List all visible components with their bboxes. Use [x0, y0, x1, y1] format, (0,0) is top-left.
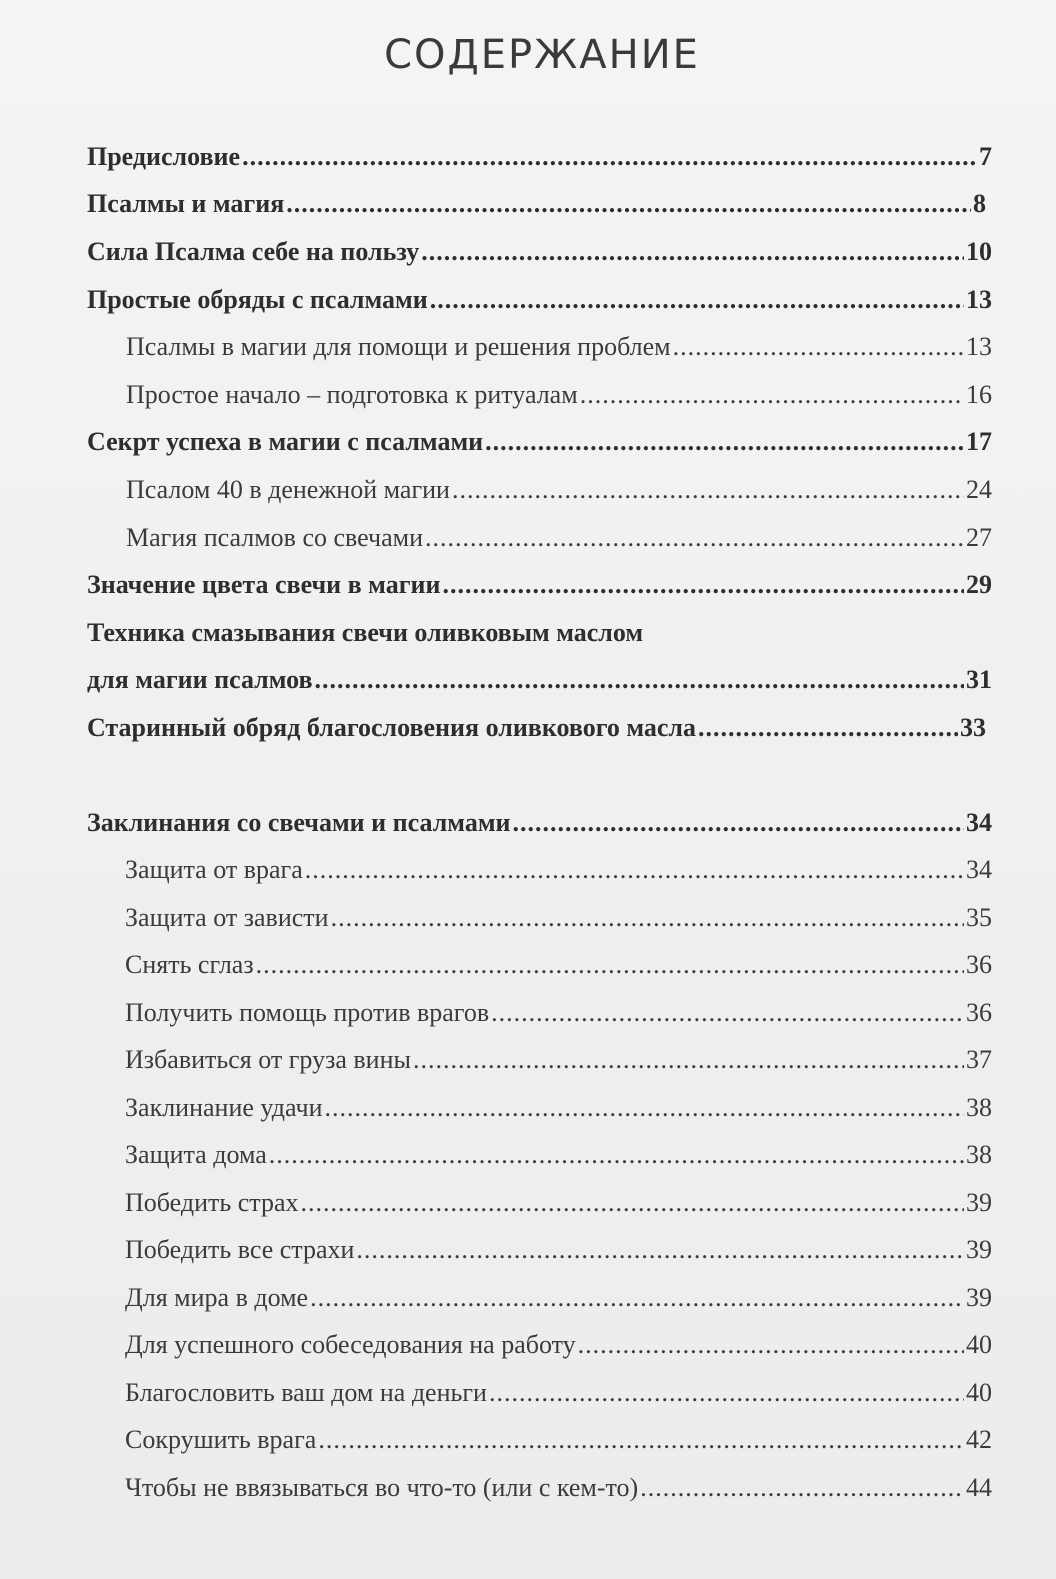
toc-entry-label: Победить страх [125, 1188, 299, 1217]
toc-leader-dots [325, 1091, 965, 1125]
toc-leader-dots [485, 425, 964, 459]
toc-leader-dots [430, 283, 964, 317]
toc-entry-label: Значение цвета свечи в магии [87, 570, 441, 599]
toc-leader-dots [256, 948, 964, 982]
toc-leader-dots [673, 330, 964, 364]
toc-entry-label: Заклинания со свечами и псалмами [87, 808, 511, 837]
toc-leader-dots [698, 711, 958, 745]
toc-entry [125, 1328, 992, 1362]
toc-page-number: 8 [973, 189, 986, 218]
toc-entry [87, 140, 992, 174]
toc-entry-label: Предисловие [87, 142, 241, 171]
toc-page-number: 36 [966, 950, 992, 979]
toc-page-number: 42 [966, 1425, 992, 1454]
toc-page-number: 40 [966, 1330, 992, 1359]
toc-entry-label: Чтобы не ввязываться во что-то (или с кем-то) [125, 1473, 639, 1502]
toc-leader-dots [580, 378, 964, 412]
toc-page-number: 40 [966, 1378, 992, 1407]
toc-page-number: 24 [966, 475, 992, 504]
toc-entry [125, 1281, 992, 1315]
toc-entry-label: Избавиться от груза вины [125, 1045, 411, 1074]
toc-leader-dots [578, 1328, 964, 1362]
toc-entry [125, 901, 992, 935]
toc-entry [125, 1186, 992, 1220]
toc-leader-dots [425, 521, 964, 555]
toc-page-number: 38 [966, 1093, 992, 1122]
toc-entry-label: Псалом 40 в денежной магии [126, 475, 450, 504]
toc-entry-label: Магия псалмов со свечами [126, 523, 424, 552]
toc-leader-dots [310, 1281, 964, 1315]
toc-leader-dots [286, 187, 971, 221]
toc-leader-dots [640, 1471, 964, 1505]
toc-leader-dots [315, 663, 964, 697]
toc-entry [125, 1138, 992, 1172]
toc-entry [125, 1043, 992, 1077]
toc-entry-label: Защита дома [125, 1140, 267, 1169]
toc-entry-label: Заклинание удачи [125, 1093, 323, 1122]
toc-entry [87, 235, 992, 269]
toc-leader-dots [318, 1423, 964, 1457]
toc-entry-label: Старинный обряд благословения оливкового масла [87, 713, 697, 742]
toc-entry-label: Снять сглаз [125, 950, 254, 979]
toc-page-number: 29 [966, 570, 992, 599]
toc-page-number: 17 [966, 427, 992, 456]
toc-entry [87, 425, 992, 459]
toc-entry-label: Сокрушить врага [125, 1425, 317, 1454]
toc-entry-label: для магии псалмов [87, 665, 313, 694]
toc-entry [126, 378, 992, 412]
toc-entry [125, 1423, 992, 1457]
toc-entry [87, 187, 986, 221]
toc-entry-label: Псалмы и магия [87, 189, 285, 218]
toc-leader-dots [452, 473, 964, 507]
toc-entry [125, 1233, 992, 1267]
toc-entry [125, 1471, 992, 1505]
toc-entry [125, 1376, 992, 1410]
toc-page-number: 39 [966, 1188, 992, 1217]
toc-leader-dots [269, 1138, 964, 1172]
toc-leader-dots [413, 1043, 964, 1077]
toc-page-number: 13 [966, 285, 992, 314]
toc-page-number: 34 [966, 855, 992, 884]
toc-leader-dots [489, 1376, 964, 1410]
toc-page-number: 31 [966, 665, 992, 694]
toc-page-number: 37 [966, 1045, 992, 1074]
toc-page-number: 10 [966, 237, 992, 266]
toc-entry [87, 283, 992, 317]
toc-entry-label: Сила Псалма себе на пользу [87, 237, 420, 266]
toc-entry [87, 711, 986, 745]
toc-entry-label: Техника смазывания свечи оливковым маслом [87, 618, 644, 647]
toc-leader-dots [242, 140, 977, 174]
toc-page-number: 44 [966, 1473, 992, 1502]
toc-page-number: 39 [966, 1235, 992, 1264]
toc-entry [87, 663, 992, 697]
toc-entry-label: Получить помощь против врагов [125, 998, 490, 1027]
toc-entry-label: Для мира в доме [125, 1283, 309, 1312]
toc-entry [125, 996, 992, 1030]
toc-page-number: 34 [966, 808, 992, 837]
toc-entry [125, 853, 992, 887]
toc-entry [125, 948, 992, 982]
toc-page-number: 38 [966, 1140, 992, 1169]
toc-page-number: 16 [966, 380, 992, 409]
toc-entry-label: Благословить ваш дом на деньги [125, 1378, 487, 1407]
toc-entry-label: Псалмы в магии для помощи и решения проблем [126, 332, 671, 361]
toc-entry-label: Простое начало – подготовка к ритуалам [126, 380, 578, 409]
toc-entry [126, 330, 992, 364]
toc-entry [87, 568, 992, 602]
toc-entry-label: Защита от врага [125, 855, 303, 884]
toc-entry-label: Для успешного собеседования на работу [125, 1330, 576, 1359]
toc-page-number: 39 [966, 1283, 992, 1312]
toc-entry-label: Секрт успеха в магии с псалмами [87, 427, 484, 456]
toc-leader-dots [442, 568, 964, 602]
toc-leader-dots [331, 901, 964, 935]
toc-page-number: 33 [960, 713, 986, 742]
toc-entry [87, 616, 992, 650]
page-title: СОДЕРЖАНИЕ [384, 32, 700, 78]
toc-leader-dots [513, 806, 964, 840]
toc-entry [126, 521, 992, 555]
toc-entry [87, 806, 992, 840]
toc-page-number: 36 [966, 998, 992, 1027]
toc-leader-dots [421, 235, 964, 269]
toc-entry-label: Защита от зависти [125, 903, 329, 932]
toc-leader-dots [491, 996, 964, 1030]
toc-entry-label: Победить все страхи [125, 1235, 355, 1264]
toc-page-number: 13 [966, 332, 992, 361]
toc-leader-dots [300, 1186, 964, 1220]
toc-entry [125, 1091, 992, 1125]
toc-leader-dots [356, 1233, 964, 1267]
toc-page-number: 27 [966, 523, 992, 552]
toc-entry-label: Простые обряды с псалмами [87, 285, 428, 314]
toc-entry [126, 473, 992, 507]
toc-page-number: 7 [979, 142, 992, 171]
toc-page-number: 35 [966, 903, 992, 932]
toc-leader-dots [305, 853, 964, 887]
